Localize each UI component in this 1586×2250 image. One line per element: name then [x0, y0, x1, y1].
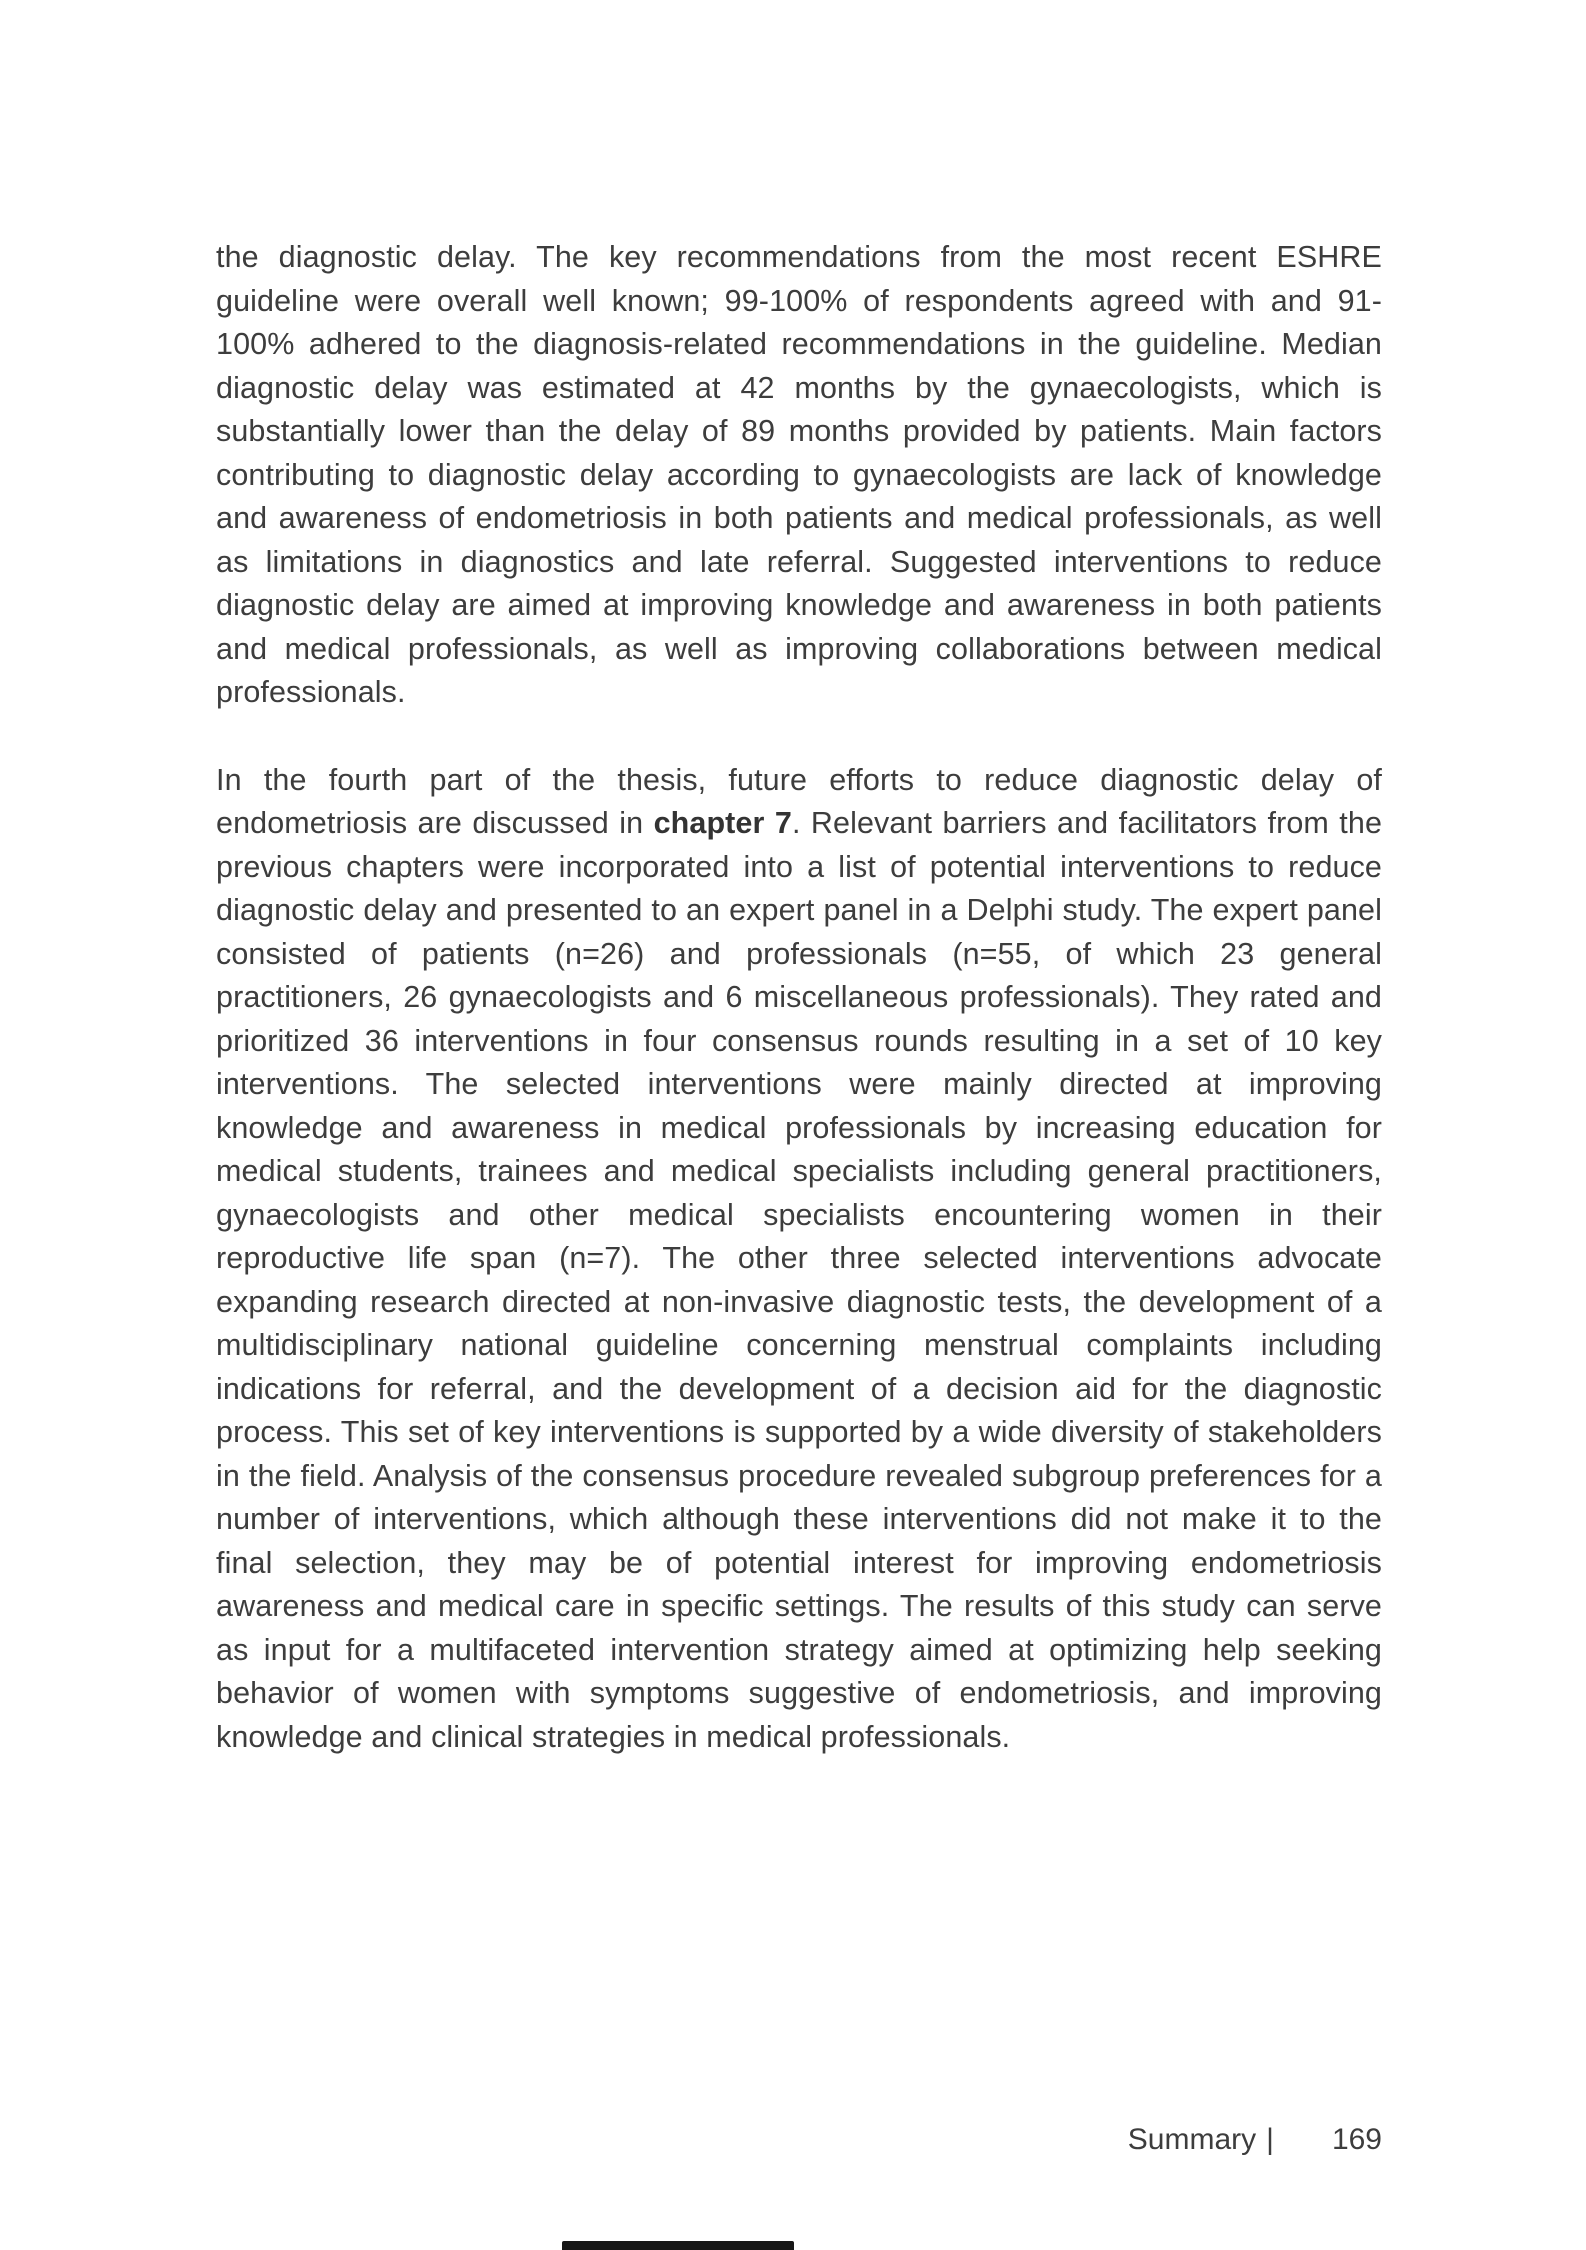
- paragraph-text: . Relevant barriers and facilitators from the previous chapters were incorporated into a list of potential interventions to reduce diagnostic delay and presented to an expert panel in a Delphi study. The expert panel consisted of patients (n=26) and professionals (n=55, of which 23 general practitioners, 26 gynaecologists and 6 miscellaneous professionals). They rated and prioritized 36 interventions in four consensus rounds resulting in a set of 10 key interventions. The selected interventions were mainly directed at improving knowledge and awareness in medical professionals by increasing education for medical students, trainees and medical specialists including general practitioners, gynaecologists and other medical specialists encountering women in their reproductive life span (n=7). The other three selected interventions advocate expanding research directed at non-invasive diagnostic tests, the development of a multidisciplinary national guideline concerning menstrual complaints including indications for referral, and the development of a decision aid for the diagnostic process. This set of key interventions is supported by a wide diversity of stakeholders in the field. Analysis of the consensus procedure revealed subgroup preferences for a number of interventions, which although these interventions did not make it to the final selection, they may be of potential interest for improving endometriosis awareness and medical care in specific settings. The results of this study can serve as input for a multifaceted intervention strategy aimed at optimizing help seeking behavior of women with symptoms suggestive of endometriosis, and improving knowledge and clinical strategies in medical professionals.: [216, 806, 1383, 1754]
- paragraph-summary-part3: the diagnostic delay. The key recommendations from the most recent ESHRE guideline were overall well known; 99-100% of respondents agreed with and 91-100% adhered to the diagnosis-related recommendations in the guideline. Median diagnostic delay was estimated at 42 months by the gynaecologists, which is substantially lower than the delay of 89 months provided by patients. Main factors contributing to diagnostic delay according to gynaecologists are lack of knowledge and awareness of endometriosis in both patients and medical professionals, as well as limitations in diagnostics and late referral. Suggested interventions to reduce diagnostic delay are aimed at improving knowledge and awareness in both patients and medical professionals, as well as improving collaborations between medical professionals.: [216, 240, 1382, 709]
- footer-page-number: 169: [1331, 2123, 1382, 2156]
- page-body: [216, 236, 1382, 1803]
- paragraph-text: In the fourth part of the thesis, future efforts to reduce diagnostic delay of endometriosis are discussed in: [216, 762, 1382, 840]
- paragraph-summary-part4: [216, 759, 1382, 1760]
- footer-divider: |: [1266, 2123, 1274, 2156]
- footer-section-label: Summary: [1127, 2123, 1257, 2156]
- scan-edge-artifact: [562, 2241, 794, 2250]
- chapter-reference: chapter 7: [653, 806, 792, 840]
- page-footer: [1128, 2122, 1382, 2158]
